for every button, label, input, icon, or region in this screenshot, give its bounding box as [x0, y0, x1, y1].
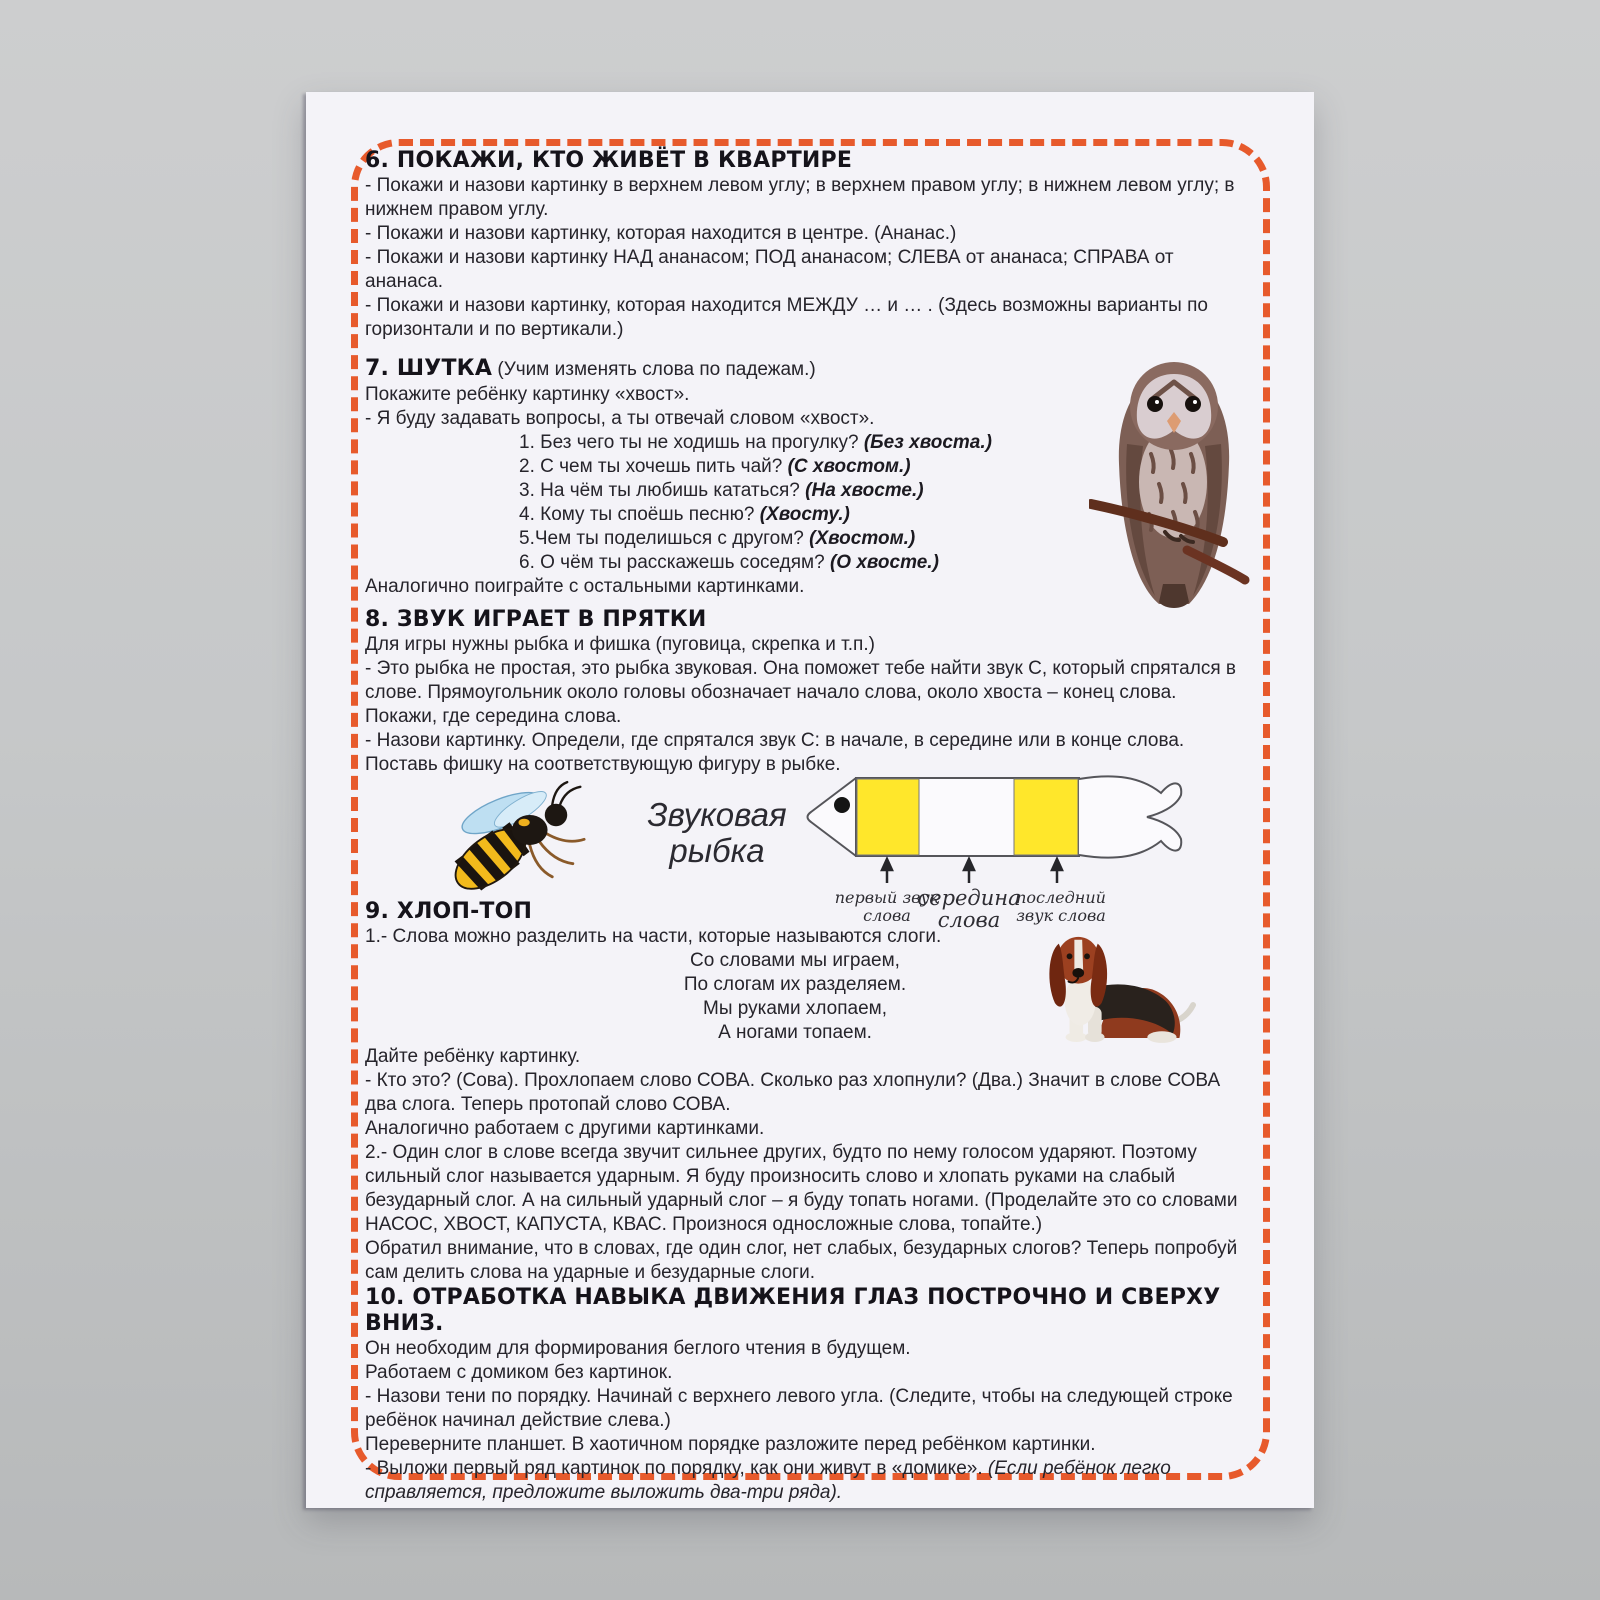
label-middle: середина	[917, 886, 1021, 910]
section-7-outro: Аналогично поиграйте с остальными картинками.	[365, 576, 805, 597]
section-10-last-line: - Выложи первый ряд картинок по порядку, как они живут в «домике». (Если ребёнок легко справляется, предложите выложить два-три ряда).	[365, 1458, 1171, 1503]
answer: (На хвосте.)	[805, 480, 924, 501]
section-8-title: 8. ЗВУК ИГРАЕТ В ПРЯТКИ	[365, 607, 707, 632]
poem-line: Со словами мы играем,	[690, 950, 900, 971]
section-7-title: 7. ШУТКА (Учим изменять слова по падежам.)	[365, 356, 816, 381]
section-9-intro: 1.- Слова можно разделить на части, которые называются слоги.	[365, 926, 942, 947]
owl-illustration	[1089, 354, 1259, 612]
section-8-paragraph: Для игры нужны рыбка и фишка (пуговица, скрепка и т.п.)	[365, 634, 875, 655]
question-line: 3. На чём ты любишь кататься? (На хвосте.)	[519, 480, 924, 501]
section-6-bullet: - Покажи и назови картинку, которая находится в центре. (Ананас.)	[365, 223, 957, 244]
section-6-bullet: - Покажи и назови картинку, которая находится МЕЖДУ … и … . (Здесь возможны варианты по горизонтали и по вертикали.)	[365, 295, 1208, 340]
section-10	[365, 1285, 1247, 1505]
answer: (Хвосту.)	[759, 504, 850, 525]
fish-caption-line2: рыбка	[669, 832, 765, 869]
answer: (О хвосте.)	[829, 552, 939, 573]
up-arrow-icon	[882, 859, 1062, 883]
section-9-title: 9. ХЛОП-ТОП	[365, 899, 533, 924]
label-middle: слова	[937, 908, 1001, 932]
section-7-note: (Учим изменять слова по падежам.)	[492, 359, 816, 380]
sound-fish-diagram	[799, 769, 1194, 939]
section-10-line: Переверните планшет. В хаотичном порядке разложите перед ребёнком картинки.	[365, 1434, 1096, 1455]
section-8-paragraph: - Это рыбка не простая, это рыбка звуковая. Она поможет тебе найти звук С, который спрятался в слове. Прямоугольник около головы обозначает начало слова, около хвоста – конец слова. Покажи, где середина слова.	[365, 658, 1236, 727]
section-9-paragraph: 2.- Один слог в слове всегда звучит сильнее других, будто по нему голосом ударяют. Поэтому сильный слог называется ударным. Я буду произносить слово и хлопать руками на слабый безударный слог. А на сильный ударный слог – я буду топать ногами. (Проделайте это со словами НАСОС, ХВОСТ, КАПУСТА, КВАС. Произнося односложные слова, топайте.)	[365, 1142, 1238, 1235]
poem-line: Мы руками хлопаем,	[703, 998, 887, 1019]
question-line: 4. Кому ты споёшь песню? (Хвосту.)	[519, 504, 850, 525]
question-line: 2. С чем ты хочешь пить чай? (С хвостом.)	[519, 456, 911, 477]
question-line: 6. О чём ты расскажешь соседям? (О хвосте.)	[519, 552, 939, 573]
question-line: 5.Чем ты поделишься с другом? (Хвостом.)	[519, 528, 916, 549]
label-first-sound: первый звук	[834, 888, 940, 907]
section-6-title: 6. ПОКАЖИ, КТО ЖИВЁТ В КВАРТИРЕ	[365, 148, 853, 173]
fish-eye	[834, 797, 850, 813]
label-last-sound: звук слова	[1016, 906, 1106, 925]
section-8	[365, 607, 1247, 777]
section-8-paragraph: - Назови картинку. Определи, где спрятался звук С: в начале, в середине или в конце слова. Поставь фишку на соответствующую фигуру в рыбке.	[365, 730, 1185, 775]
section-6-bullet: - Покажи и назови картинку НАД ананасом; ПОД ананасом; СЛЕВА от ананаса; СПРАВА от ананаса.	[365, 247, 1174, 292]
last-sound-cell	[1014, 779, 1078, 855]
poem-line: А ногами топаем.	[718, 1022, 872, 1043]
section-6-bullet: - Покажи и назови картинку в верхнем левом углу; в верхнем правом углу; в нижнем левом углу; в нижнем правом углу.	[365, 175, 1235, 220]
section-10-line: - Назови тени по порядку. Начинай с верхнего левого угла. (Следите, чтобы на следующей строке ребёнок начинал действие слева.)	[365, 1386, 1233, 1431]
answer: (Без хвоста.)	[863, 432, 992, 453]
fish-caption-line1: Звуковая	[647, 796, 787, 833]
section-9-paragraph: Обратил внимание, что в словах, где один слог, нет слабых, безударных слогов? Теперь попробуй сам делить слова на ударные и безударные слоги.	[365, 1238, 1238, 1283]
label-first-sound: слова	[863, 906, 911, 925]
answer: (Хвостом.)	[809, 528, 916, 549]
section-9-paragraph: - Кто это? (Сова). Прохлопаем слово СОВА. Сколько раз хлопнули? (Два.) Значит в слове СОВА два слога. Теперь протопай слово СОВА.	[365, 1070, 1221, 1115]
section-10-line: Работаем с домиком без картинок.	[365, 1362, 673, 1383]
label-last-sound: последний	[1016, 888, 1106, 907]
question-line: 1. Без чего ты не ходишь на прогулку? (Без хвоста.)	[519, 432, 992, 453]
instruction-card	[306, 92, 1314, 1508]
poem-line: По слогам их разделяем.	[683, 974, 907, 995]
fish-caption	[617, 797, 817, 869]
first-sound-cell	[857, 779, 919, 855]
answer: (С хвостом.)	[787, 456, 911, 477]
wasp-illustration	[436, 779, 586, 894]
section-10-title: 10. ОТРАБОТКА НАВЫКА ДВИЖЕНИЯ ГЛАЗ ПОСТРОЧНО И СВЕРХУ ВНИЗ.	[365, 1285, 1221, 1336]
section-6	[365, 148, 1247, 342]
dog-illustration	[1016, 927, 1196, 1045]
card-content	[358, 146, 1263, 1503]
section-7-intro: Покажите ребёнку картинку «хвост».	[365, 384, 690, 405]
section-7-intro: - Я буду задавать вопросы, а ты отвечай словом «хвост».	[365, 408, 875, 429]
section-9-paragraph: Дайте ребёнку картинку.	[365, 1046, 581, 1067]
section-10-italic-note: (Если ребёнок легко справляется, предложите выложить два-три ряда).	[365, 1458, 1171, 1503]
section-9-paragraph: Аналогично работаем с другими картинками.	[365, 1118, 765, 1139]
section-10-line: Он необходим для формирования беглого чтения в будущем.	[365, 1338, 911, 1359]
dashed-border	[351, 139, 1270, 1503]
